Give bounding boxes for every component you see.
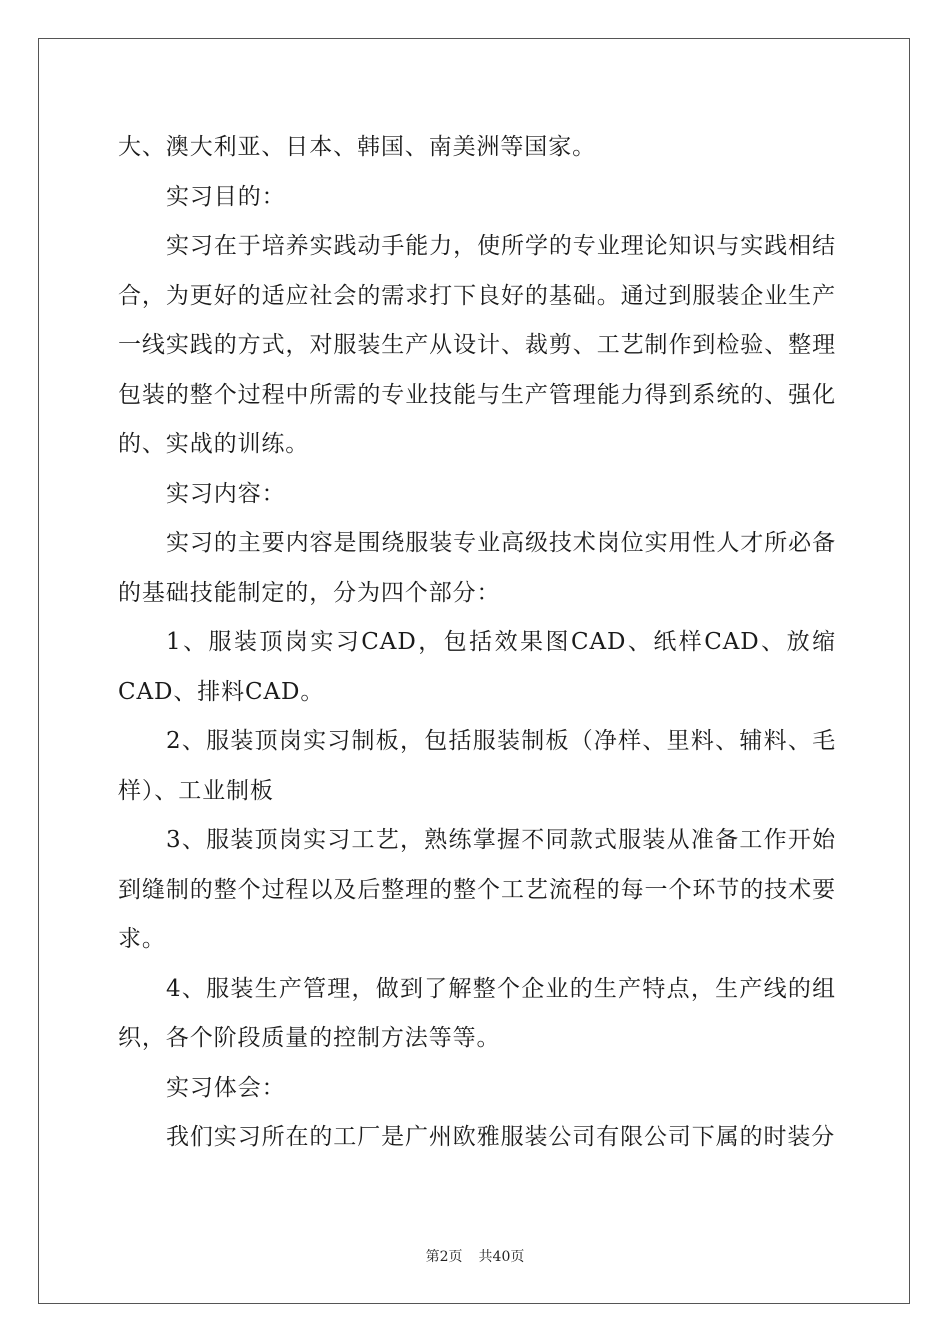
- paragraph: 我们实习所在的工厂是广州欧雅服装公司有限公司下属的时装分: [166, 1124, 836, 1150]
- list-item: 2、服装顶岗实习制板，包括服装制板（净样、里料、辅料、毛样）、工业制板: [118, 728, 836, 804]
- list-item: 3、服装顶岗实习工艺，熟练掌握不同款式服装从准备工作开始到缝制的整个过程以及后整理的整个工艺流程的每一个环节的技术要求。: [118, 827, 836, 952]
- section-heading-content: 实习内容：: [166, 480, 286, 507]
- paragraph: 实习的主要内容是围绕服装专业高级技术岗位实用性人才所必备的基础技能制定的，分为四个部分：: [118, 530, 836, 606]
- page-footer: [0, 1246, 950, 1266]
- section-heading-experience: 实习体会：: [166, 1074, 286, 1101]
- list-item: 4、服装生产管理，做到了解整个企业的生产特点，生产线的组织，各个阶段质量的控制方法等等。: [118, 975, 836, 1051]
- list-item: 1、服装顶岗实习CAD，包括效果图CAD、纸样CAD、放缩CAD、排料CAD。: [118, 629, 836, 705]
- paragraph: 大、澳大利亚、日本、韩国、南美洲等国家。: [118, 134, 596, 160]
- paragraph: 实习在于培养实践动手能力，使所学的专业理论知识与实践相结合，为更好的适应社会的需求打下良好的基础。通过到服装企业生产一线实践的方式，对服装生产从设计、裁剪、工艺制作到检验、整理包装的整个过程中所需的专业技能与生产管理能力得到系统的、强化的、实战的训练。: [118, 233, 836, 457]
- page-number: 第2页: [425, 1249, 463, 1265]
- section-heading-purpose: 实习目的：: [166, 183, 286, 210]
- page-total: 共40页: [478, 1249, 525, 1265]
- document-body: [118, 123, 836, 1163]
